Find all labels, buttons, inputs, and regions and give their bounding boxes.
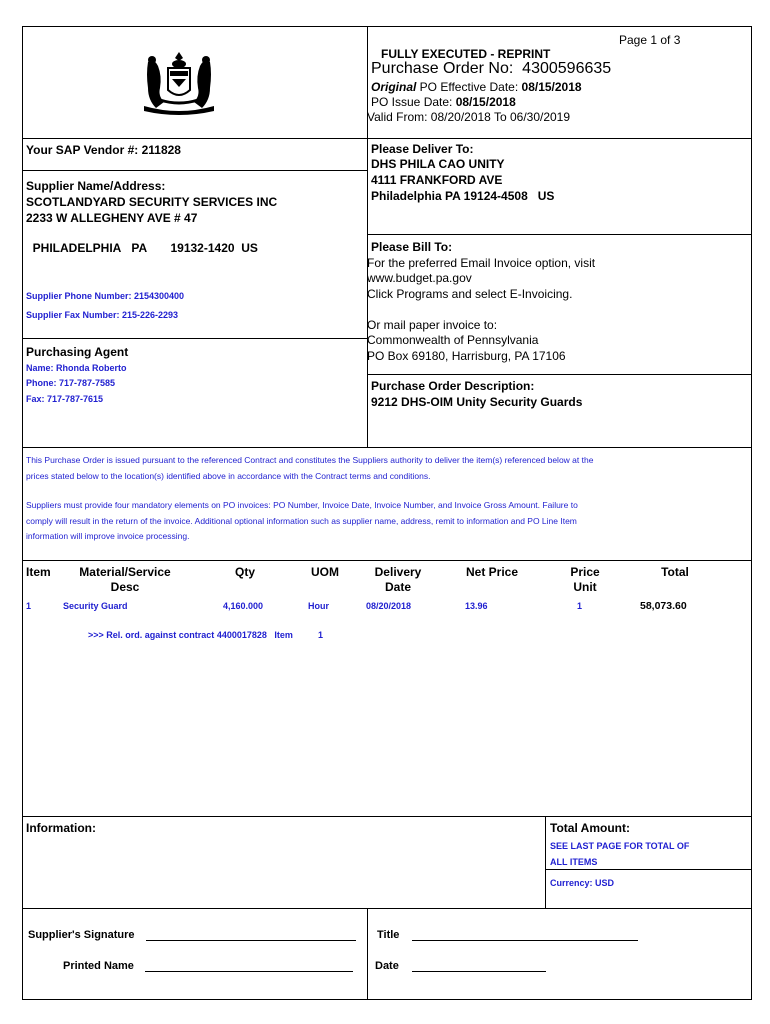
original-effective-date — [371, 80, 582, 94]
total-note-line: SEE LAST PAGE FOR TOTAL OF — [550, 841, 690, 851]
col-header-text: Unit — [573, 580, 597, 594]
deliver-to-title: Please Deliver To: — [371, 142, 474, 156]
notice-line: comply will result in the return of the invoice. Additional optional information such as supplier name, address, remit to information and PO Line Item — [26, 515, 577, 526]
deliver-country: US — [537, 189, 555, 203]
cell-item: 1 — [26, 601, 32, 611]
col-header-text: Price — [570, 565, 600, 579]
col-header-qty: Qty — [234, 565, 255, 579]
supplier-zip: 19132-1420 — [170, 241, 235, 255]
vertical-divider-signature — [367, 908, 368, 1000]
printed-name-label: Printed Name — [63, 960, 134, 972]
divider-table — [22, 560, 752, 561]
original-prefix: Original — [371, 80, 417, 94]
purchasing-agent-title: Purchasing Agent — [26, 345, 129, 359]
po-description-title: Purchase Order Description: — [371, 379, 535, 393]
cell-net-price: 13.96 — [465, 601, 488, 611]
col-header-price-unit — [560, 565, 610, 595]
cell-price-unit: 1 — [577, 601, 583, 611]
deliver-city-line — [371, 189, 554, 203]
supplier-phone: Supplier Phone Number: 2154300400 — [26, 291, 185, 301]
supplier-city-line — [26, 227, 258, 255]
supplier-signature-field[interactable] — [146, 940, 356, 941]
supplier-name-label: Supplier Name/Address: — [26, 179, 166, 193]
cell-total: 58,073.60 — [640, 600, 687, 612]
contract-number: 4400017828 — [216, 630, 267, 640]
agent-phone: Phone: 717-787-7585 — [26, 378, 116, 388]
contract-item-label: Item — [274, 630, 293, 640]
col-header-material — [70, 565, 180, 595]
col-header-item: Item — [26, 565, 51, 579]
col-header-text: Desc — [110, 580, 140, 594]
sap-vendor-number: Your SAP Vendor #: 211828 — [26, 143, 181, 157]
supplier-fax: Supplier Fax Number: 215-226-2293 — [26, 310, 179, 320]
divider-agent — [22, 338, 367, 339]
title-label: Title — [377, 929, 400, 941]
cell-uom: Hour — [308, 601, 329, 611]
cell-material: Security Guard — [63, 601, 128, 611]
vertical-divider-top — [367, 26, 368, 447]
col-header-text: Delivery — [374, 565, 422, 579]
notice-paragraph-2 — [26, 498, 748, 545]
po-description-text: 9212 DHS-OIM Unity Security Guards — [371, 395, 583, 409]
total-amount-label: Total Amount: — [550, 821, 630, 835]
divider-vendor-sap — [22, 170, 367, 171]
deliver-city: Philadelphia PA 19124-4508 — [371, 189, 528, 203]
divider-signature — [22, 908, 752, 909]
supplier-name: SCOTLANDYARD SECURITY SERVICES INC — [26, 195, 278, 209]
printed-name-field[interactable] — [145, 971, 353, 972]
col-header-net-price: Net Price — [465, 565, 519, 579]
bill-line-4: Or mail paper invoice to: — [367, 318, 498, 332]
supplier-country: US — [241, 241, 258, 255]
notice-line: prices stated below to the location(s) identified above in accordance with the Contract terms and conditions. — [26, 471, 431, 481]
supplier-signature-row — [28, 929, 356, 941]
contract-release-line — [78, 620, 323, 650]
divider-footer — [22, 816, 752, 817]
notice-line: Suppliers must provide four mandatory elements on PO invoices: PO Number, Invoice Date, Invoice Number, and Invoice Gross Amount. Failure to — [26, 500, 578, 510]
valid-dates: Valid From: 08/20/2018 To 06/30/2019 — [367, 110, 571, 124]
information-label: Information: — [26, 821, 96, 835]
divider-header — [22, 138, 752, 139]
agent-fax: Fax: 717-787-7615 — [26, 394, 104, 404]
supplier-address: 2233 W ALLEGHENY AVE # 47 — [26, 211, 198, 225]
po-status: FULLY EXECUTED - REPRINT — [381, 47, 551, 61]
deliver-line-1: DHS PHILA CAO UNITY — [371, 157, 505, 171]
vertical-divider-total — [545, 816, 546, 908]
date-label: Date — [375, 960, 399, 972]
col-header-text: Date — [384, 580, 411, 594]
bill-line-3: Click Programs and select E-Invoicing. — [367, 287, 573, 301]
po-number: 4300596635 — [522, 60, 612, 77]
divider-bill — [367, 374, 752, 375]
date-field[interactable] — [412, 971, 546, 972]
notice-paragraph-1 — [26, 452, 748, 484]
date-row — [375, 960, 546, 972]
total-note — [550, 838, 689, 870]
page-number: Page 1 of 3 — [619, 33, 681, 47]
agent-name: Name: Rhonda Roberto — [26, 363, 127, 373]
po-issue-label: PO Issue Date: — [371, 95, 456, 109]
po-issue-date — [371, 95, 516, 109]
original-effective-label: PO Effective Date: — [416, 80, 522, 94]
po-number-line — [371, 60, 611, 78]
printed-name-row — [63, 960, 353, 972]
bill-line-2: www.budget.pa.gov — [367, 271, 472, 285]
po-number-label: Purchase Order No: — [371, 60, 514, 77]
title-field[interactable] — [412, 940, 638, 941]
supplier-city: PHILADELPHIA — [32, 241, 122, 255]
po-issue-value: 08/15/2018 — [455, 95, 516, 109]
commonwealth-seal-icon — [138, 48, 220, 116]
col-header-delivery — [368, 565, 428, 595]
contract-release-label: >>> Rel. ord. against contract — [88, 630, 215, 640]
total-note-line: ALL ITEMS — [550, 857, 598, 867]
title-row — [377, 929, 638, 941]
contract-item-number: 1 — [317, 630, 323, 640]
bill-line-5: Commonwealth of Pennsylvania — [367, 333, 539, 347]
deliver-line-2: 4111 FRANKFORD AVE — [371, 173, 503, 187]
col-header-text: Material/Service — [79, 565, 171, 579]
divider-notice — [22, 447, 752, 448]
notice-line: This Purchase Order is issued pursuant to the referenced Contract and constitutes the Suppliers authority to deliver the item(s) referenced below at the — [26, 455, 594, 465]
bill-line-6: PO Box 69180, Harrisburg, PA 17106 — [367, 349, 566, 363]
supplier-state: PA — [131, 241, 148, 255]
cell-delivery: 08/20/2018 — [366, 601, 412, 611]
cell-qty: 4,160.000 — [223, 601, 264, 611]
supplier-signature-label: Supplier's Signature — [28, 929, 135, 941]
currency: Currency: USD — [550, 878, 615, 888]
col-header-total: Total — [661, 565, 689, 579]
bill-line-1: For the preferred Email Invoice option, visit — [367, 256, 596, 270]
notice-line: information will improve invoice processing. — [26, 531, 190, 541]
col-header-uom: UOM — [311, 565, 339, 579]
divider-deliver — [367, 234, 752, 235]
original-effective-value: 08/15/2018 — [521, 80, 582, 94]
bill-to-title: Please Bill To: — [371, 240, 453, 254]
